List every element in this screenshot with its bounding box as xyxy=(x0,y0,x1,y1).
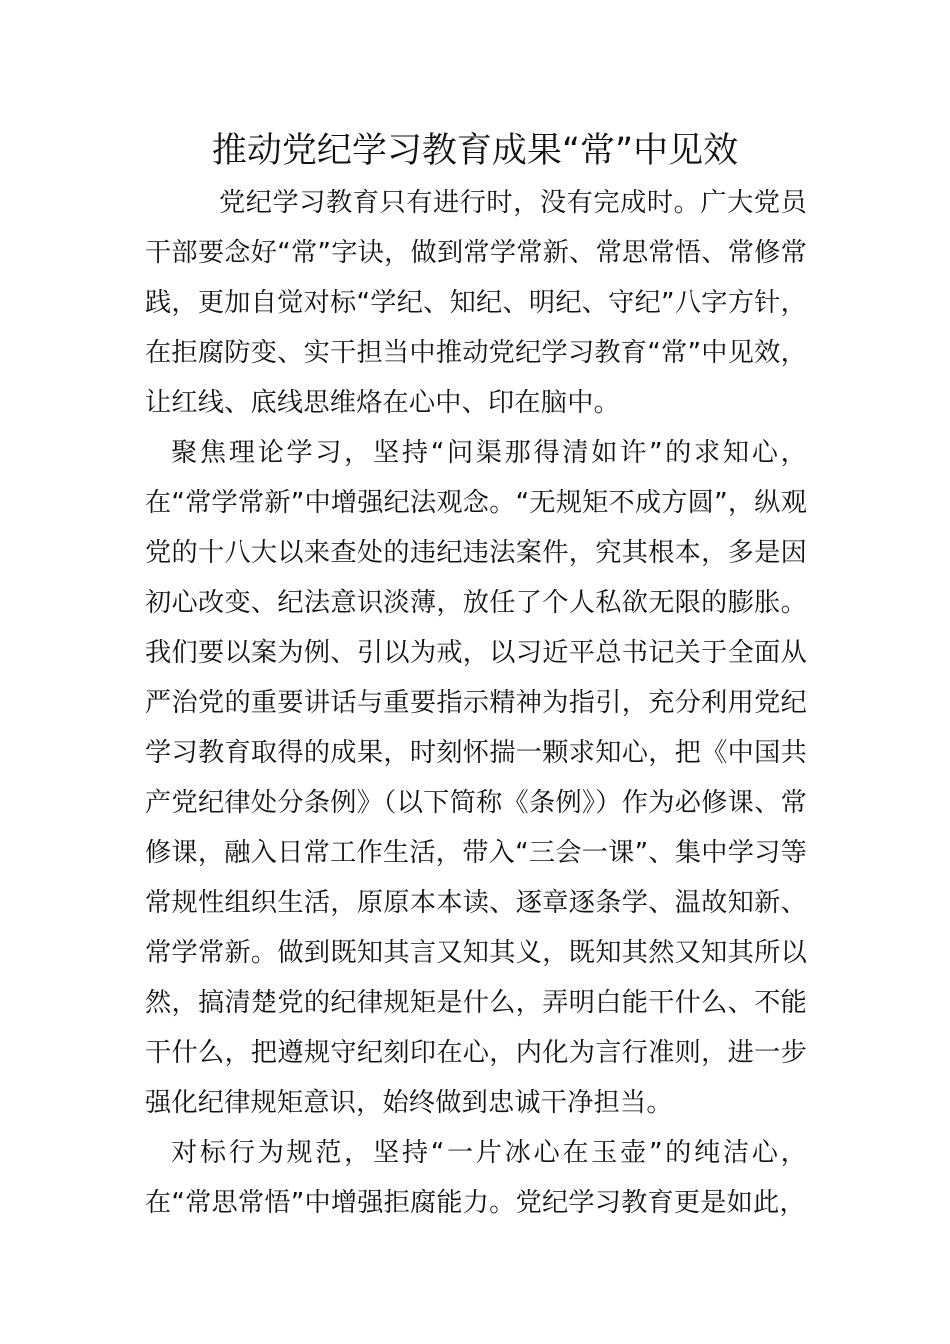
paragraph-theory-study: 聚焦理论学习，坚持“问渠那得清如许”的求知心，在“常学常新”中增强纪法观念。“无规矩不成方圆”，纵观党的十八大以来查处的违纪违法案件，究其根本，多是因初心改变、纪法意识淡薄，放任了个人私欲无限的膨胀。我们要以案为例、引以为戒，以习近平总书记关于全面从严治党的重要讲话与重要指示精神为指引，充分利用党纪学习教育取得的成果，时刻怀揣一颗求知心，把《中国共产党纪律处分条例》（以下简称《条例》）作为必修课、常修课，融入日常工作生活，带入“三会一课”、集中学习等常规性组织生活，原原本本读、逐章逐条学、温故知新、常学常新。做到既知其言又知其义，既知其然又知其所以然，搞清楚党的纪律规矩是什么，弄明白能干什么、不能干什么，把遵规守纪刻印在心，内化为言行准则，进一步强化纪律规矩意识，始终做到忠诚干净担当。 xyxy=(145,438,807,1118)
document-title: 推动党纪学习教育成果“常”中见效 xyxy=(211,131,739,171)
document-body xyxy=(145,178,807,1228)
paragraph-intro: 党纪学习教育只有进行时，没有完成时。广大党员干部要念好“常”字诀，做到常学常新、常思常悟、常修常践，更加自觉对标“学纪、知纪、明纪、守纪”八字方针，在拒腐防变、实干担当中推动党纪学习教育“常”中见效，让红线、底线思维烙在心中、印在脑中。 xyxy=(145,188,807,418)
paragraph-behavior-norms: 对标行为规范，坚持“一片冰心在玉壶”的纯洁心，在“常思常悟”中增强拒腐能力。党纪学习教育更是如此， xyxy=(145,1138,807,1218)
